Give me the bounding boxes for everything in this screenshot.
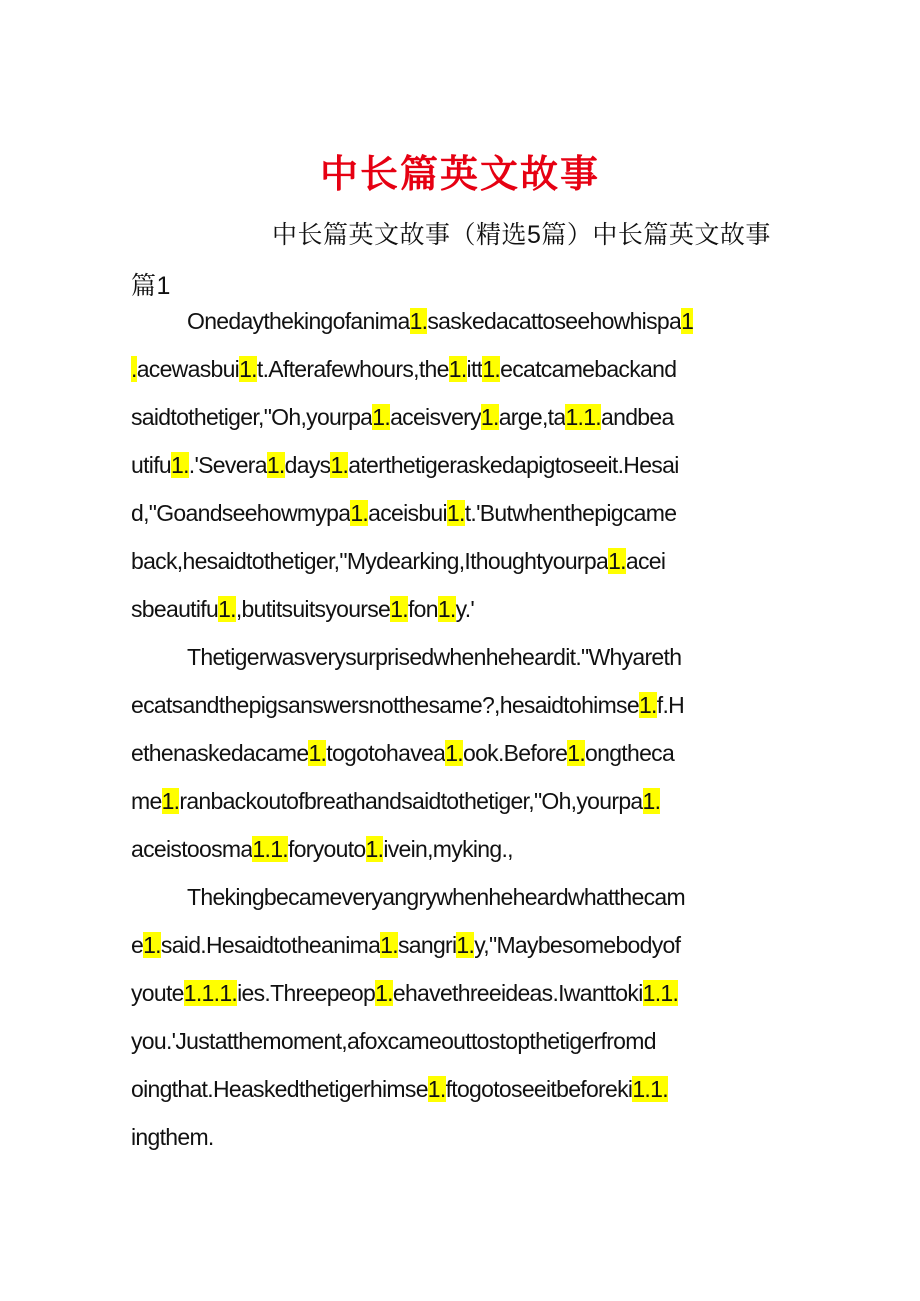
story-text: utifu — [131, 452, 171, 478]
highlighted-marker: 1. — [445, 740, 463, 766]
paragraph-2-line — [187, 637, 791, 677]
story-text: acei — [625, 548, 666, 574]
story-text: back,hesaidtothetiger,"Mydearking,Ithoughtyourpa — [131, 548, 609, 574]
paragraph-2-line — [131, 781, 791, 821]
story-text: ftogotoseeitbeforeki — [445, 1076, 633, 1102]
story-text: you.'Justatthemoment,afoxcameouttostopthetigerfromd — [131, 1028, 656, 1054]
story-text: oingthat.Heaskedthetigerhimse — [131, 1076, 428, 1102]
highlighted-marker: 1. — [308, 740, 327, 766]
story-text: fon — [407, 596, 438, 622]
story-text: aceistoosma — [131, 836, 253, 862]
story-text: d,"Goandseehowmypa — [131, 500, 351, 526]
highlighted-marker: 1.1. — [252, 836, 288, 862]
highlighted-marker: 1.1. — [642, 980, 679, 1006]
story-text: foryouto — [288, 836, 366, 862]
story-text: aterthetigeraskedapigtoseeit.Hesai — [348, 452, 679, 478]
story-text: itt — [466, 356, 483, 382]
story-text: arge,ta — [498, 404, 566, 430]
story-text: togotohavea — [326, 740, 446, 766]
story-text: said.Hesaidtotheanima — [160, 932, 381, 958]
story-text: days — [284, 452, 331, 478]
story-text: ,butitsuitsyourse — [235, 596, 391, 622]
story-text: ongtheca — [585, 740, 675, 766]
story-text: aceisvery — [390, 404, 481, 430]
highlighted-marker: 1. — [448, 356, 467, 382]
paragraph-3-line — [131, 1117, 791, 1157]
paragraph-3-line — [187, 877, 791, 917]
story-text: ranbackoutofbreathandsaidtothetiger,"Oh,yourpa — [179, 788, 643, 814]
paragraph-3-line — [131, 925, 791, 965]
story-text: ook.Before — [462, 740, 568, 766]
story-text: sbeautifu — [131, 596, 219, 622]
paragraph-1-line — [131, 589, 791, 629]
story-text: Onedaythekingofanima — [187, 308, 410, 334]
highlighted-marker: 1.1.1. — [183, 980, 238, 1006]
highlighted-marker: 1. — [330, 452, 349, 478]
paragraph-1-line — [131, 397, 791, 437]
highlighted-marker: 1 — [681, 308, 694, 334]
highlighted-marker: 1. — [390, 596, 408, 622]
highlighted-marker: 1. — [608, 548, 626, 574]
highlighted-marker: 1. — [456, 932, 475, 958]
highlighted-marker: 1. — [482, 356, 501, 382]
story-text: t.Afterafewhours,the — [256, 356, 449, 382]
story-text: ehavethreeideas.Iwanttoki — [392, 980, 643, 1006]
story-text: aceisbui — [368, 500, 447, 526]
story-text: e — [131, 932, 144, 958]
highlighted-marker: 1. — [480, 404, 499, 430]
subtitle-line: 中长篇英文故事（精选5篇）中长篇英文故事 — [272, 221, 771, 249]
paragraph-3-line — [131, 973, 791, 1013]
story-text: t.'Butwhenthepigcame — [464, 500, 677, 526]
story-text: ecatcamebackand — [500, 356, 677, 382]
highlighted-marker: 1. — [372, 404, 391, 430]
highlighted-marker: 1. — [350, 500, 369, 526]
story-text: y,"Maybesomebodyof — [474, 932, 681, 958]
highlighted-marker: 1. — [218, 596, 236, 622]
paragraph-2-line — [131, 685, 791, 725]
highlighted-marker: 1.1. — [632, 1076, 668, 1102]
highlighted-marker: 1. — [642, 788, 661, 814]
story-text: ingthem. — [131, 1124, 214, 1150]
highlighted-marker: 1. — [239, 356, 257, 382]
highlighted-marker: 1. — [143, 932, 161, 958]
story-text: youte — [131, 980, 184, 1006]
highlighted-marker: 1. — [567, 740, 586, 766]
paragraph-1-line — [131, 541, 791, 581]
paragraph-2-line — [131, 829, 791, 869]
highlighted-marker: 1. — [427, 1076, 446, 1102]
highlighted-marker: 1. — [365, 836, 384, 862]
story-text: Thekingbecameveryangrywhenheheardwhatthecam — [187, 884, 685, 910]
story-text: y.' — [455, 596, 475, 622]
highlighted-marker: 1. — [266, 452, 285, 478]
story-text: ies.Threepeop — [237, 980, 376, 1006]
highlighted-marker: . — [131, 356, 137, 382]
story-text: Thetigerwasverysurprisedwhenheheardit."Whyareth — [187, 644, 682, 670]
paragraph-2-line — [131, 733, 791, 773]
highlighted-marker: 1. — [437, 596, 456, 622]
story-text: saskedacattoseehowhispa — [427, 308, 682, 334]
story-text: me — [131, 788, 162, 814]
paragraph-1-line — [131, 493, 791, 533]
highlighted-marker: 1.1. — [565, 404, 602, 430]
highlighted-marker: 1. — [161, 788, 180, 814]
paragraph-1-line — [187, 301, 791, 341]
paragraph-1-line — [131, 349, 791, 389]
story-text: ivein,myking., — [383, 836, 513, 862]
highlighted-marker: 1. — [170, 452, 189, 478]
highlighted-marker: 1. — [380, 932, 398, 958]
story-text: ecatsandthepigsanswersnotthesame?, — [131, 692, 500, 718]
story-text: saidtothetiger,"Oh,yourpa — [131, 404, 373, 430]
story-text: sangri — [397, 932, 457, 958]
paragraph-1-line — [131, 445, 791, 485]
highlighted-marker: 1. — [638, 692, 657, 718]
story-text: .'Severa — [188, 452, 267, 478]
highlighted-marker: 1. — [446, 500, 465, 526]
story-text: f.H — [656, 692, 685, 718]
document-title: 中长篇英文故事 — [319, 151, 600, 196]
highlighted-marker: 1. — [409, 308, 428, 334]
subtitle-continuation: 篇1 — [131, 272, 171, 300]
story-text: acewasbui — [136, 356, 240, 382]
story-text: hesaidtohimse — [499, 692, 639, 718]
highlighted-marker: 1. — [375, 980, 393, 1006]
story-text: andbea — [601, 404, 674, 430]
paragraph-3-line — [131, 1069, 791, 1109]
paragraph-3-line — [131, 1021, 791, 1061]
story-text: ethenaskedacame — [131, 740, 309, 766]
